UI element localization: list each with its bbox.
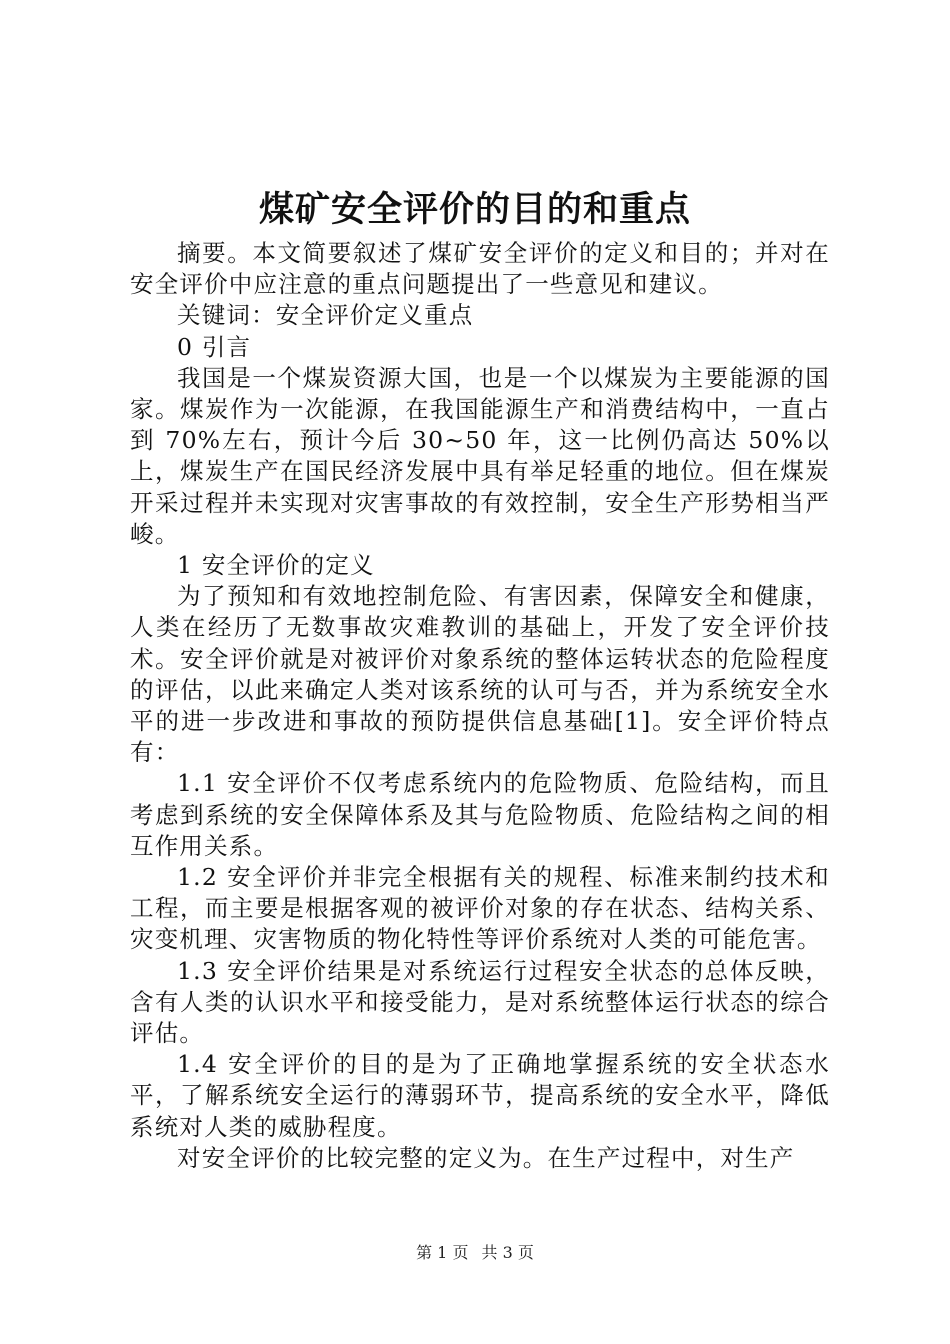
page-number: 第 1 页 [416,1243,469,1262]
keywords-paragraph: 关键词：安全评价定义重点 [177,301,474,330]
body-paragraph: 为了预知和有效地控制危险、有害因素，保障安全和健康，人类在经历了无数事故灾难教训的基础上，开发了安全评价技术。安全评价就是对被评价对象系统的整体运转状态的危险程度的评估，以此来确定人类对该系统的认可与否，并为系统安全水平的进一步改进和事故的预防提供信息基础[1]。安全评价特点有： [130,582,830,767]
section-heading-intro: 0 引言 [177,332,252,361]
page-total: 共 3 页 [481,1243,534,1262]
list-item-paragraph: 1.4 安全评价的目的是为了正确地掌握系统的安全状态水平，了解系统安全运行的薄弱环节，提高系统的安全水平，降低系统对人类的威胁程度。 [130,1050,830,1141]
list-item-paragraph: 1.1 安全评价不仅考虑系统内的危险物质、危险结构，而且考虑到系统的安全保障体系及其与危险物质、危险结构之间的相互作用关系。 [130,769,830,860]
section-heading-definition: 1 安全评价的定义 [177,551,375,580]
list-item-paragraph: 1.3 安全评价结果是对系统运行过程安全状态的总体反映，含有人类的认识水平和接受能力，是对系统整体运行状态的综合评估。 [130,956,830,1048]
body-paragraph: 我国是一个煤炭资源大国，也是一个以煤炭为主要能源的国家。煤炭作为一次能源，在我国能源生产和消费结构中，一直占到 70%左右，预计今后 30~50 年，这一比例仍高达 50%以上，煤炭生产在国民经济发展中具有举足轻重的地位。但在煤炭开采过程并未实现对灾害事故的有效控制，安全生产形势相当严峻。 [130,363,830,548]
document-title: 煤矿安全评价的目的和重点 [258,189,691,230]
list-item-paragraph: 1.2 安全评价并非完全根据有关的规程、标准来制约技术和工程，而主要是根据客观的被评价对象的存在状态、结构关系、灾变机理、灾害物质的物化特性等评价系统对人类的可能危害。 [130,863,830,954]
document-body [130,238,830,1174]
body-paragraph: 对安全评价的比较完整的定义为。在生产过程中，对生产 [177,1143,795,1172]
page-footer [0,1242,950,1264]
abstract-paragraph: 摘要。本文简要叙述了煤矿安全评价的定义和目的；并对在安全评价中应注意的重点问题提出了一些意见和建议。 [130,239,830,299]
